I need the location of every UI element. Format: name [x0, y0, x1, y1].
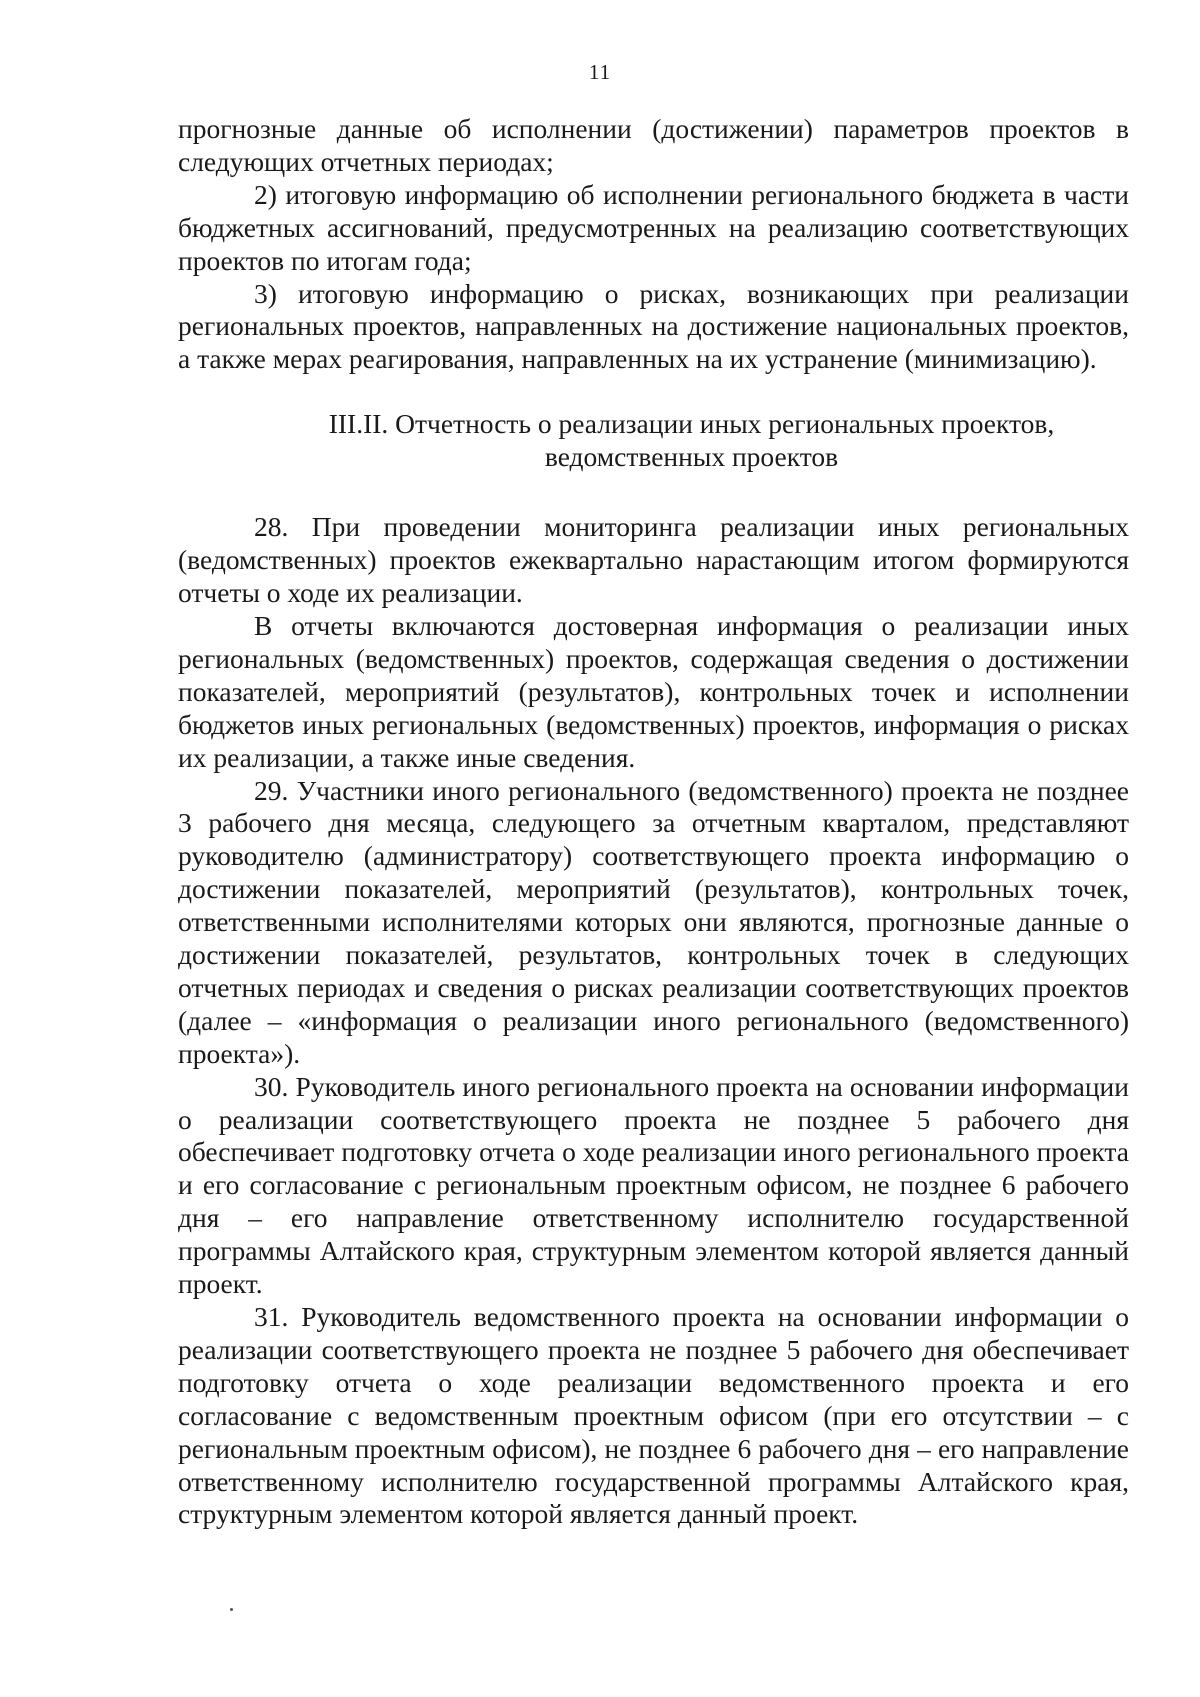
paragraph-28-reports: В отчеты включаются достоверная информация о реализации иных региональных (ведомственных) проектов, содержащая сведения о достижении показателей, мероприятий (результатов), контрольных точек и исполнении бюджетов иных региональных (ведомственных) проектов, информация о рисках их реализации, а также иные сведения. [178, 609, 1129, 773]
section-heading-line-1: III.II. Отчетность о реализации иных региональных проектов, [328, 408, 1055, 440]
paragraph-item-3: 3) итоговую информацию о рисках, возникающих при реализации региональных проектов, направленных на достижение национальных проектов, а также мерах реагирования, направленных на их устранение (минимизацию). [178, 277, 1129, 375]
paragraph-item-2: 2) итоговую информацию об исполнении регионального бюджета в части бюджетных ассигнований, предусмотренных на реализацию соответствующих проектов по итогам года; [178, 178, 1129, 276]
paragraph-30: 30. Руководитель иного регионального проекта на основании информации о реализации соответствующего проекта не позднее 5 рабочего дня обеспечивает подготовку отчета о ходе реализации иного регионального проекта и его согласование с региональным проектным офисом, не позднее 6 рабочего дня – его направление ответственному исполнителю государственной программы Алтайского края, структурным элементом которой является данный проект. [178, 1070, 1129, 1300]
section-heading-line-2: ведомственных проектов [544, 441, 839, 473]
paragraph-31: 31. Руководитель ведомственного проекта на основании информации о реализации соответствующего проекта не позднее 5 рабочего дня обеспечивает подготовку отчета о ходе реализации ведомственного проекта и его согласование с ведомственным проектным офисом (при его отсутствии – с региональным проектным офисом), не позднее 6 рабочего дня – его направление ответственному исполнителю государственной программы Алтайского края, структурным элементом которой является данный проект. [178, 1301, 1129, 1530]
page-number: 11 [588, 60, 612, 84]
scan-dot-mark [230, 1608, 233, 1611]
paragraph-forecast-data: прогнозные данные об исполнении (достижении) параметров проектов в следующих отчетных периодах; [178, 113, 1129, 177]
section-heading [178, 407, 1129, 473]
paragraph-29: 29. Участники иного регионального (ведомственного) проекта не позднее 3 рабочего дня месяца, следующего за отчетным кварталом, представляют руководителю (администратору) соответствующего проекта информацию о достижении показателей, мероприятий (результатов), контрольных точек, ответственными исполнителями которых они являются, прогнозные данные о достижении показателей, результатов, контрольных точек в следующих отчетных периодах и сведения о рисках реализации соответствующих проектов (далее – «информация о реализации иного регионального (ведомственного) проекта»). [178, 774, 1129, 1069]
paragraph-28: 28. При проведении мониторинга реализации иных региональных (ведомственных) проектов ежеквартально нарастающим итогом формируются отчеты о ходе их реализации. [178, 511, 1129, 609]
document-body [178, 113, 1129, 1531]
